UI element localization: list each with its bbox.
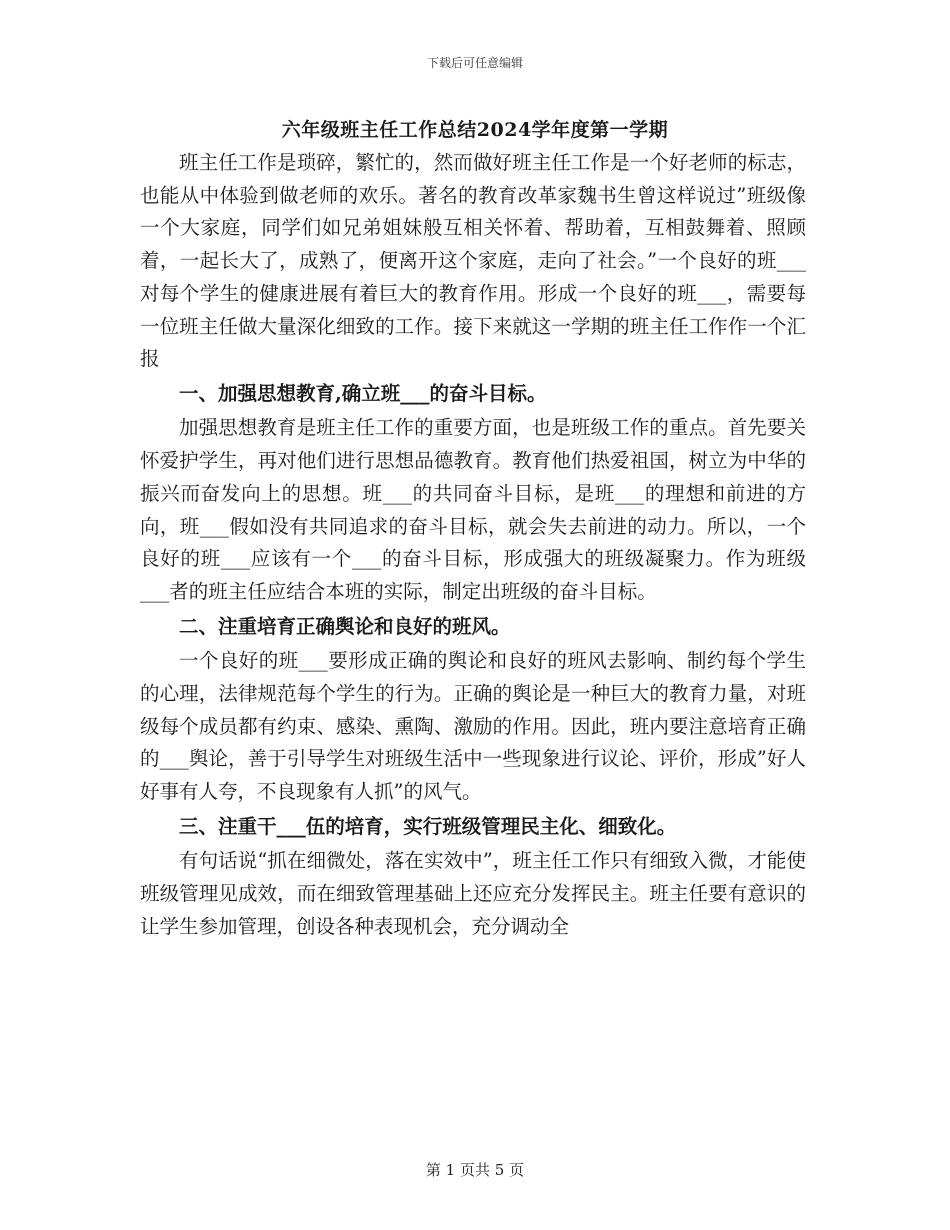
page-footer: 第 1 页共 5 页 [425, 1161, 525, 1179]
section-heading-2: 二、注重培育正确舆论和良好的班风。 [179, 614, 511, 638]
document-title: 六年级班主任工作总结2024学年度第一学期 [281, 119, 669, 141]
section-body-3: 有句话说“抓在细微处，落在实效中”，班主任工作只有细致入微，才能使班级管理见成效，而在细致管理基础上还应充分发挥民主。班主任要有意识的让学生参加管理，创设各种表现机会，充分调动全 [140, 849, 806, 938]
section-body-2: 一个良好的班___要形成正确的舆论和良好的班风去影响、制约每个学生的心理，法律规范每个学生的行为。正确的舆论是一种巨大的教育力量，对班级每个成员都有约束、感染、熏陶、激励的作用。因此，班内要注意培育正确的___舆论，善于引导学生对班级生活中一些现象进行议论、评价，形成”好人好事有人夸，不良现象有人抓”的风气。 [140, 649, 806, 803]
section-heading-1: 一、加强思想教育,确立班___的奋斗目标。 [179, 381, 547, 405]
header-note: 下载后可任意编辑 [426, 56, 523, 70]
intro-paragraph: 班主任工作是琐碎，繁忙的，然而做好班主任工作是一个好老师的标志，也能从中体验到做老师的欢乐。著名的教育改革家魏书生曾这样说过”班级像一个大家庭，同学们如兄弟姐妹般互相关怀着、帮助着，互相鼓舞着、照顾着，一起长大了，成熟了，便离开这个家庭，走向了社会。”一个良好的班___对每个学生的健康进展有着巨大的教育作用。形成一个良好的班___，需要每一位班主任做大量深化细致的工作。接下来就这一学期的班主任工作作一个汇报 [140, 151, 806, 371]
section-body-1: 加强思想教育是班主任工作的重要方面，也是班级工作的重点。首先要关怀爱护学生，再对他们进行思想品德教育。教育他们热爱祖国，树立为中华的振兴而奋发向上的思想。班___的共同奋斗目标，是班___的理想和前进的方向，班___假如没有共同追求的奋斗目标，就会失去前进的动力。所以，一个良好的班___应该有一个___的奋斗目标，形成强大的班级凝聚力。作为班级___者的班主任应结合本班的实际，制定出班级的奋斗目标。 [140, 416, 806, 603]
section-heading-3: 三、注重干___伍的培育，实行班级管理民主化、细致化。 [179, 814, 677, 838]
document-body [140, 147, 806, 943]
